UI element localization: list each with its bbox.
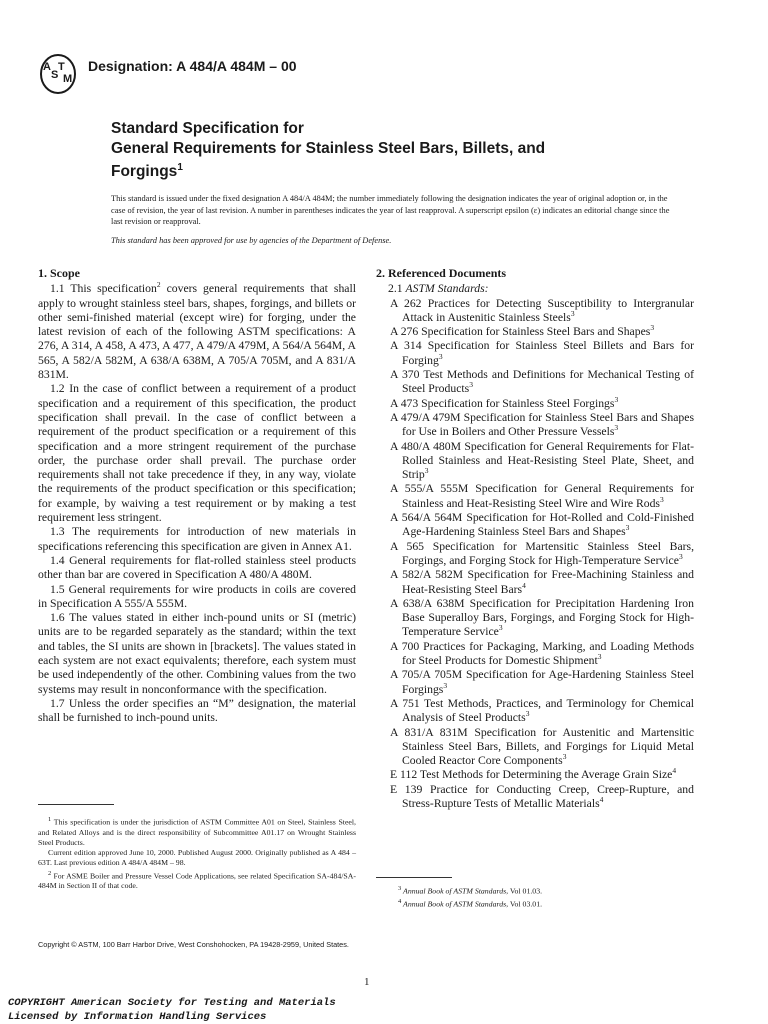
reference-item bbox=[388, 297, 694, 326]
footnote-ref[interactable]: 3 bbox=[469, 380, 473, 390]
scope-paragraph: 1.5 General requirements for wire products in coils are covered in Specification A 555/A 555M. bbox=[38, 582, 356, 610]
page-number: 1 bbox=[364, 976, 370, 988]
footnote-ref[interactable]: 3 bbox=[614, 394, 619, 404]
reference-code[interactable]: E 112 bbox=[390, 768, 418, 782]
license-line-1: COPYRIGHT American Society for Testing and Materials bbox=[8, 997, 336, 1009]
reference-title: Specification for Stainless Steel Billets and Bars for Forging bbox=[402, 339, 695, 367]
reference-list bbox=[388, 297, 694, 812]
footnote-ref[interactable]: 1 bbox=[177, 162, 183, 173]
reference-title: Specification for Age-Hardening Stainless Steel Forgings bbox=[402, 668, 695, 696]
reference-item bbox=[388, 640, 694, 669]
reference-item bbox=[388, 482, 694, 511]
svg-text:S: S bbox=[51, 69, 59, 81]
reference-code[interactable]: A 582/A 582M bbox=[390, 568, 464, 582]
license-line-2: Licensed by Information Handling Services bbox=[8, 1010, 267, 1023]
reference-item bbox=[388, 394, 694, 411]
reference-title: Specification for Stainless Steel Bars and Shapes for Use in Boilers and Other Pressure Vessels bbox=[402, 410, 694, 439]
reference-code[interactable]: A 555/A 555M bbox=[390, 482, 469, 496]
reference-title: Specification for General Requirements for Stainless and Heat-Resisting Steel Wire and Wire Rods bbox=[402, 482, 694, 510]
reference-title: Test Methods and Definitions for Mechanical Testing of Steel Products bbox=[402, 368, 695, 396]
scope-paragraph: 1.4 General requirements for flat-rolled stainless steel products other than bar are covered in Specification A 480/A 480M. bbox=[38, 553, 356, 582]
footnote-ref[interactable]: 3 bbox=[525, 709, 530, 719]
reference-item bbox=[388, 368, 694, 397]
reference-title: Specification for Stainless Steel Forgings bbox=[418, 396, 615, 410]
reference-title: Specification for Precipitation Hardening Iron Base Superalloy Bars, Forgings, and Forging Stock for High-Temperature Service bbox=[402, 596, 694, 639]
reference-item bbox=[388, 325, 694, 339]
footnote-ref[interactable]: 2 bbox=[156, 280, 161, 290]
footnote-ref[interactable]: 3 bbox=[443, 680, 448, 690]
reference-title: Test Methods, Practices, and Terminology for Chemical Analysis of Steel Products bbox=[402, 696, 695, 725]
reference-item bbox=[388, 726, 694, 769]
footnote-ref[interactable]: 3 bbox=[614, 423, 619, 433]
svg-text:A: A bbox=[43, 61, 51, 73]
footnote-ref[interactable]: 3 bbox=[625, 523, 630, 533]
footnote-ref[interactable]: 3 bbox=[498, 623, 503, 633]
reference-item bbox=[388, 440, 694, 483]
reference-title: Test Methods for Determining the Average Grain Size bbox=[417, 768, 673, 782]
title-line-1: Standard Specification for bbox=[111, 120, 304, 137]
reference-code[interactable]: E 139 bbox=[390, 782, 423, 796]
reference-code[interactable]: A 480/A 480M bbox=[390, 439, 461, 453]
references-intro: 2.1 ASTM Standards: bbox=[388, 282, 489, 296]
reference-item bbox=[388, 783, 694, 812]
reference-title: Specification for Austenitic and Martensitic Stainless Steel Bars, Billets, and Forgings for Liquid Metal Cooled Reactor Core Components bbox=[402, 725, 694, 768]
footnote-ref[interactable]: 3 bbox=[597, 652, 602, 662]
reference-title: Specification for Hot-Rolled and Cold-Finished Age-Hardening Stainless Steel Bars and Shapes bbox=[402, 511, 694, 539]
reference-code[interactable]: A 700 bbox=[390, 639, 420, 653]
footnote-ref[interactable]: 3 bbox=[650, 323, 655, 333]
footnote: $^1$ This specification is under the jurisdiction of ASTM Committee A01 on Steel, Stainless Steel, and Related Alloys and is the direct responsibility of Subcommittee A01.17 on Wrought Stainless Steel Products. bbox=[38, 816, 356, 847]
reference-item bbox=[388, 511, 694, 540]
referenced-documents-section bbox=[376, 266, 695, 811]
reference-code[interactable]: A 638/A 638M bbox=[390, 596, 465, 610]
reference-code[interactable]: A 564/A 564M bbox=[390, 511, 463, 525]
footnote: $^4$ Annual Book of ASTM Standards, Vol 03.01. bbox=[398, 897, 543, 909]
svg-text:M: M bbox=[63, 73, 73, 85]
scope-section bbox=[38, 266, 356, 726]
issuance-notice: This standard is issued under the fixed designation A 484/A 484M; the number immediately following the designation indicates the year of original adoption or, in the case of revision, the year of last revision. A number in parentheses indicates the year of last reapproval. A superscript epsilon (ε) indicates an editorial change since the last revision or reapproval. bbox=[111, 194, 670, 227]
copyright-line: Copyright © ASTM, 100 Barr Harbor Drive, West Conshohocken, PA 19428-2959, United States. bbox=[38, 940, 349, 949]
reference-title: Practice for Conducting Creep, Creep-Rupture, and Stress-Rupture Tests of Metallic Materials bbox=[402, 782, 694, 810]
scope-paragraph: 1.1 This specification$^2$ covers general requirements that shall apply to wrought stainless steel bars, shapes, forgings, and billets or other semi-finished material (except wire) for forging, under the latest revision of each of the following ASTM specifications: A 276, A 314, A 458, A 473, A 477, A 479/A 479M, A 564/A 564M, A 565, A 582/A 582M, A 638/A 638M, A 705/A 705M, and A 831/A 831M. bbox=[38, 280, 356, 382]
license-stamp bbox=[8, 997, 336, 1024]
scope-heading: 1. Scope bbox=[38, 266, 80, 280]
reference-item bbox=[388, 339, 694, 368]
scope-paragraph: 1.2 In the case of conflict between a requirement of a product specification and a requirement of this specification, the product specification shall prevail. In the case of conflict between a requirement of the product specification or a requirement of this specification and a more stringent requirement of the purchase order, the purchase order shall prevail. The purchase order requirements shall not take precedence if they, in any way, violate the requirements of the product specification or this specification; for example, by waiving a test requirement or by making a test requirement less stringent. bbox=[38, 382, 356, 525]
designation: Designation: A 484/A 484M – 00 bbox=[88, 58, 297, 74]
reference-title: Specification for Stainless Steel Bars and Shapes bbox=[418, 325, 651, 339]
astm-logo bbox=[38, 52, 78, 96]
footnote-ref[interactable]: 4 bbox=[522, 580, 526, 590]
reference-code[interactable]: A 479/A 479M bbox=[390, 410, 461, 424]
references-heading: 2. Referenced Documents bbox=[376, 266, 507, 280]
reference-code[interactable]: A 565 bbox=[390, 539, 425, 553]
reference-item bbox=[388, 768, 694, 782]
footnote-divider bbox=[38, 804, 114, 805]
reference-code[interactable]: A 370 bbox=[390, 368, 420, 382]
reference-item bbox=[388, 668, 694, 697]
reference-code[interactable]: A 262 bbox=[390, 296, 422, 310]
reference-title: Practices for Packaging, Marking, and Loading Methods for Steel Products for Domestic Shipment bbox=[402, 639, 694, 668]
reference-title: Specification for Free-Machining Stainless and Heat-Resisting Steel Bars bbox=[402, 568, 694, 596]
reference-title: Specification for Martensitic Stainless Steel Bars, Forgings, and Forging Stock for High-Temperature Service bbox=[402, 539, 694, 567]
reference-code[interactable]: A 276 bbox=[390, 325, 419, 339]
footnote-ref[interactable]: 3 bbox=[562, 752, 567, 762]
reference-code[interactable]: A 314 bbox=[390, 339, 422, 353]
document-title bbox=[111, 119, 671, 182]
reference-item bbox=[388, 697, 694, 726]
reference-item bbox=[388, 411, 694, 440]
reference-code[interactable]: A 831/A 831M bbox=[390, 725, 468, 739]
footnote: Current edition approved June 10, 2000. Published August 2000. Originally published as A 484 – 63T. Last previous edition A 484/A 484M – 98. bbox=[38, 848, 356, 868]
reference-title: Specification for General Requirements for Flat-Rolled Stainless and Heat-Resisting Steel Plate, Sheet, and Strip bbox=[402, 439, 694, 482]
scope-paragraph: 1.3 The requirements for introduction of new materials in specifications referencing this specification are given in Annex A1. bbox=[38, 525, 356, 553]
footnote: $^3$ Annual Book of ASTM Standards, Vol 01.03. bbox=[398, 885, 543, 896]
footnotes-left bbox=[38, 815, 356, 892]
defense-note: This standard has been approved for use by agencies of the Department of Defense. bbox=[111, 236, 392, 245]
scope-paragraph: 1.7 Unless the order specifies an “M” designation, the material shall be furnished to inch-pound units. bbox=[38, 696, 356, 725]
reference-title: Practices for Detecting Susceptibility to Intergranular Attack in Austenitic Stainless Steels bbox=[402, 296, 695, 324]
reference-item bbox=[388, 597, 694, 640]
reference-code[interactable]: A 473 bbox=[390, 396, 419, 410]
reference-item bbox=[388, 568, 694, 597]
reference-code[interactable]: A 751 bbox=[390, 696, 420, 710]
scope-paragraph: 1.6 The values stated in either inch-pound units or SI (metric) units are to be regarded separately as the standard; within the text and tables, the SI units are shown in [brackets]. The values stated in each system are not exact equivalents; therefore, each system must be used independently of the other. Combining values from the two systems may result in nonconformance with the specification. bbox=[38, 611, 356, 696]
svg-text:T: T bbox=[58, 61, 65, 73]
footnote-ref[interactable]: 3 bbox=[570, 309, 575, 318]
footnotes-right bbox=[388, 884, 694, 910]
footnote: $^2$ For ASME Boiler and Pressure Vessel Code Applications, see related Specification SA-484/SA-484M in Section II of that code. bbox=[38, 869, 356, 891]
footnote-ref[interactable]: 3 bbox=[659, 494, 664, 504]
title-line-3: Forgings$^1$ bbox=[111, 162, 183, 181]
footnote-ref[interactable]: 3 bbox=[678, 552, 683, 562]
footnote-ref[interactable]: 4 bbox=[672, 766, 677, 776]
reference-item bbox=[388, 540, 694, 569]
footnote-ref[interactable]: 3 bbox=[424, 466, 429, 476]
footnote-divider bbox=[376, 877, 452, 878]
reference-code[interactable]: A 705/A 705M bbox=[390, 668, 463, 682]
footnote-ref[interactable]: 4 bbox=[599, 795, 604, 805]
footnote-ref[interactable]: 3 bbox=[438, 351, 443, 361]
title-line-2: General Requirements for Stainless Steel Bars, Billets, and bbox=[111, 139, 546, 157]
